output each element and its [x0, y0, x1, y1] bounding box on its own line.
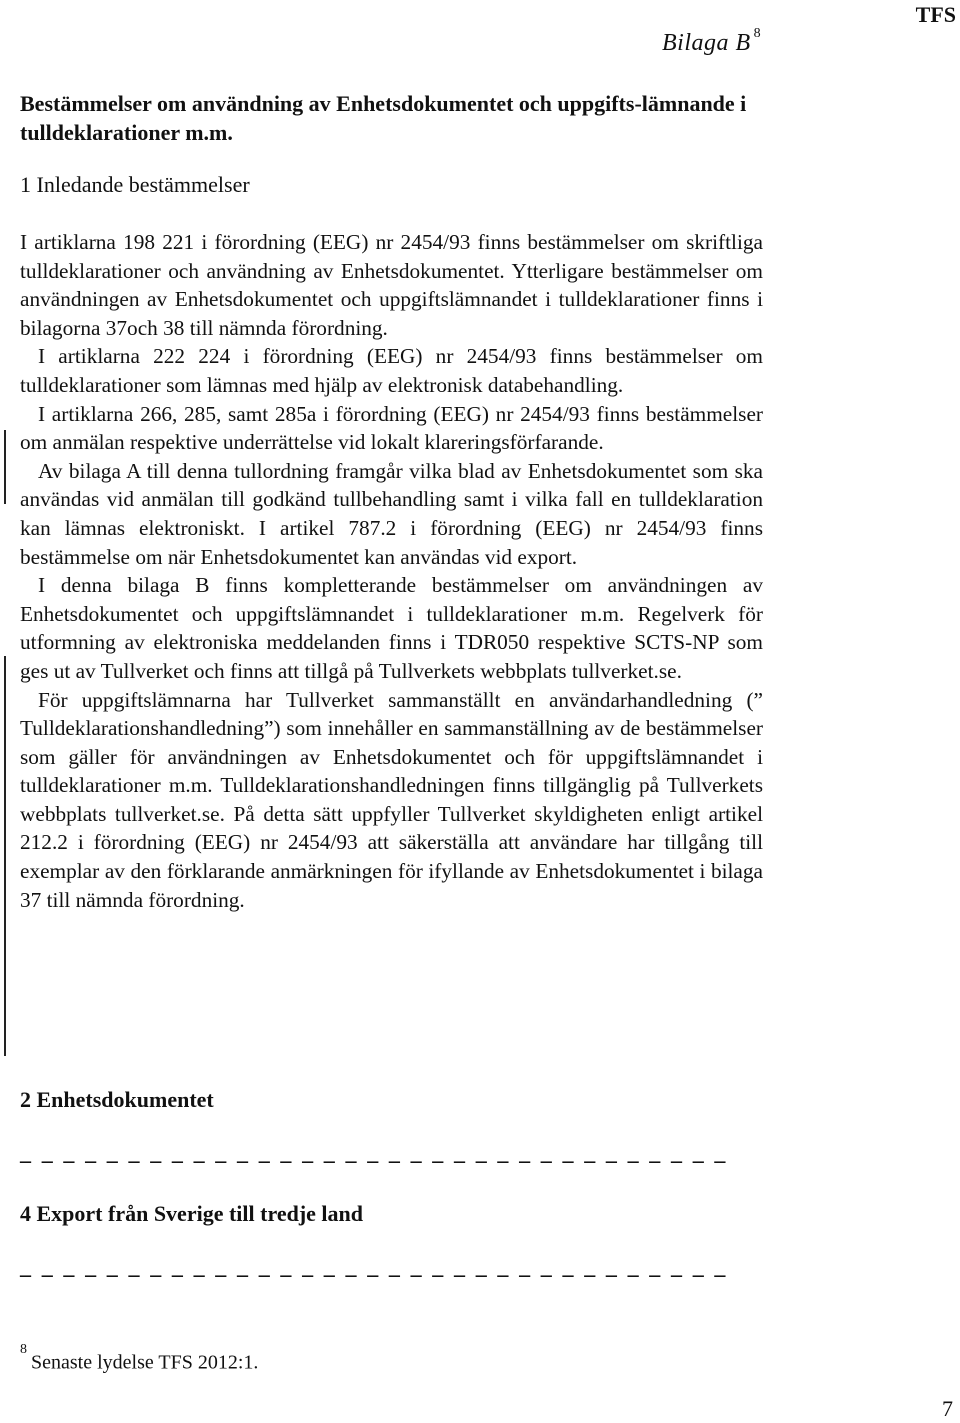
body-text [20, 228, 763, 914]
change-bar [4, 430, 6, 504]
section-heading-2: 2 Enhetsdokumentet [20, 1087, 214, 1112]
omission-marker: _ _ _ _ _ _ _ _ _ _ _ _ _ _ _ _ _ _ _ _ _ _ _ _ _ _ _ _ _ _ _ _ _ [20, 1254, 728, 1279]
footnote-number: 8 [20, 1342, 27, 1357]
annex-footnote-ref: 8 [753, 26, 762, 41]
section-heading-1: 1 Inledande bestämmelser [20, 172, 250, 197]
paragraph-5: I denna bilaga B finns kompletterande bestämmelser om användningen av Enhetsdokumentet och uppgiftslämnandet i tulldeklarationer m.m. Regelverk för utformning av elektroniska meddelanden finns i TDR050 respektive SCTS-NP som ges ut av Tullverket och finns att tillgå på Tullverkets webbplats tullverket.se. [20, 573, 763, 683]
footnote-text: Senaste lydelse TFS 2012:1. [31, 1351, 259, 1374]
series-label: TFS [915, 2, 956, 27]
document-title: Bestämmelser om användning av Enhetsdokumentet och uppgifts-lämnande i tulldeklarationer m.m. [20, 91, 747, 145]
paragraph-1: I artiklarna 198 221 i förordning (EEG) nr 2454/93 finns bestämmelser om skriftliga tulldeklarationer och användning av Enhetsdokumentet. Ytterligare bestämmelser om användningen av Enhetsdokumentet och uppgiftslämnandet i tulldeklarationer finns i bilagorna 37och 38 till nämnda förordning. [20, 230, 763, 340]
footnote [20, 1342, 259, 1375]
annex-label-text: Bilaga B [662, 30, 751, 56]
paragraph-4: Av bilaga A till denna tullordning framgår vilka blad av Enhetsdokumentet som ska användas vid anmälan till godkänd tullbehandling samt i vilka fall en tulldeklaration kan lämnas elektroniskt. I artikel 787.2 i förordning (EEG) nr 2454/93 finns bestämmelse om när Enhetsdokumentet kan användas vid export. [20, 458, 763, 569]
annex-label [662, 26, 762, 57]
paragraph-6: För uppgiftslämnarna har Tullverket sammanställt en användarhandledning (” Tulldeklarationshandledning”) som innehåller en sammanställning av de bestämmelser som gäller för användningen av Enhetsdokumentet och för uppgiftslämnandet i tulldeklarationer m.m. Tulldeklarationshandledningen finns tillgänglig på Tullverkets webbplats tullverket.se. På detta sätt uppfyller Tullverket skyldigheten enligt artikel 212.2 i förordning (EEG) nr 2454/93 att säkerställa att användare har tillgång till exemplar av den förklarande anmärkningen för ifyllande av Enhetsdokumentet i bilaga 37 till nämnda förordning. [20, 687, 763, 912]
paragraph-2: I artiklarna 222 224 i förordning (EEG) nr 2454/93 finns bestämmelser om tulldeklarationer som lämnas med hjälp av elektronisk databehandling. [20, 344, 763, 397]
section-heading-4: 4 Export från Sverige till tredje land [20, 1201, 363, 1226]
omission-marker: _ _ _ _ _ _ _ _ _ _ _ _ _ _ _ _ _ _ _ _ _ _ _ _ _ _ _ _ _ _ _ _ _ [20, 1140, 728, 1165]
page-number: 7 [942, 1396, 953, 1421]
change-bar [4, 656, 6, 1056]
paragraph-3: I artiklarna 266, 285, samt 285a i förordning (EEG) nr 2454/93 finns bestämmelser om anmälan respektive underrättelse vid lokalt klareringsförfarande. [20, 401, 763, 455]
